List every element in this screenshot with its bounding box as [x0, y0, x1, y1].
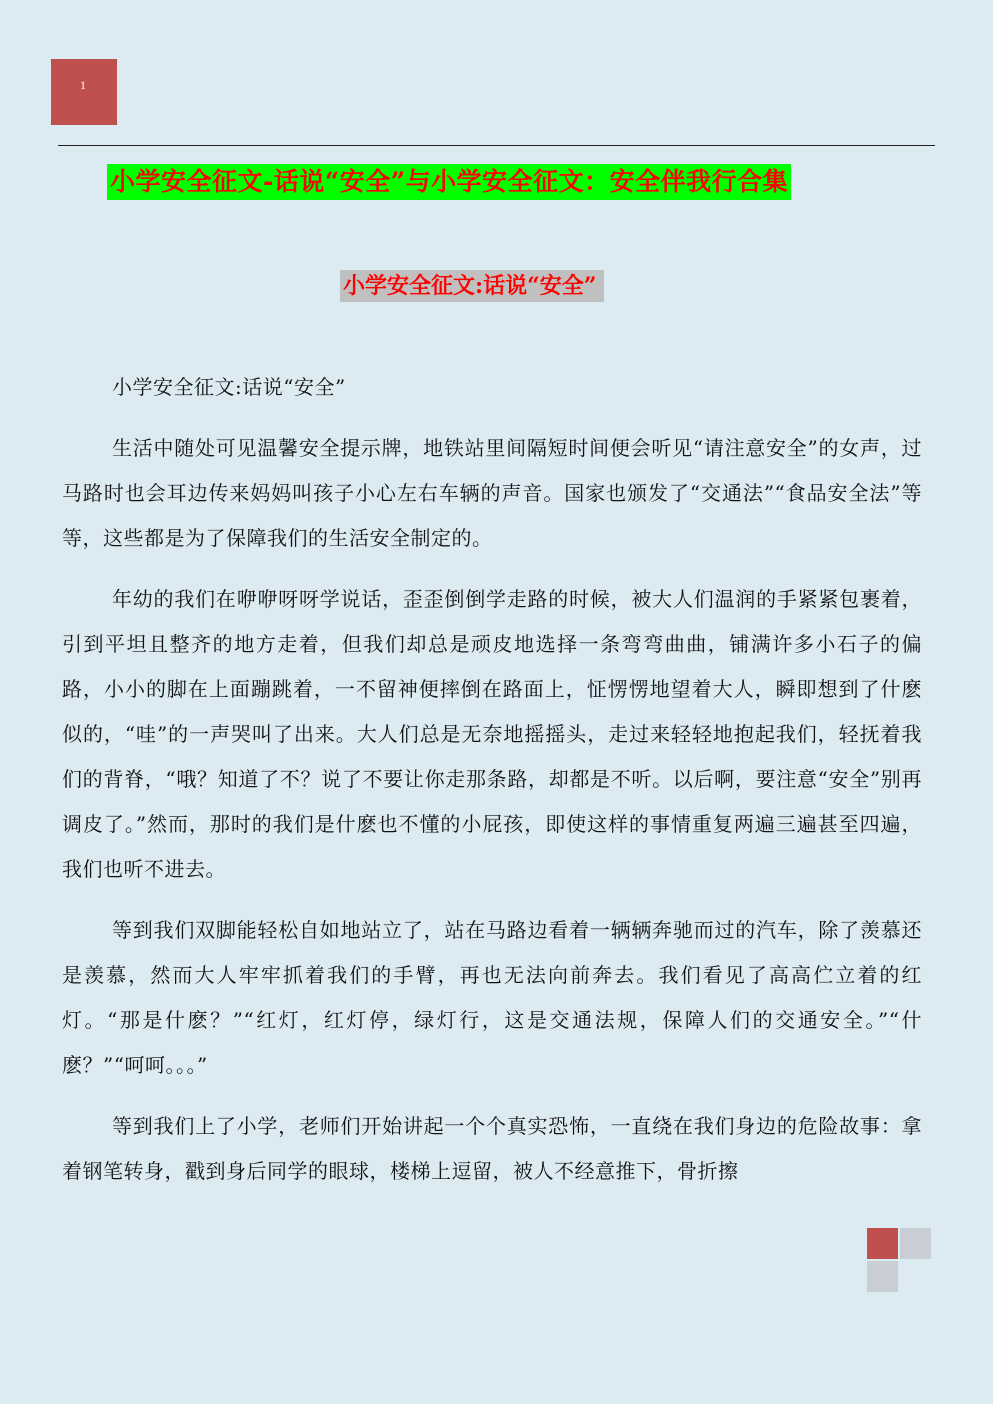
header-divider — [58, 145, 935, 146]
document-body — [62, 365, 922, 1210]
paragraph: 小学安全征文:话说“安全” — [112, 375, 346, 399]
paragraph: 年幼的我们在咿咿呀呀学说话，歪歪倒倒学走路的时候，被大人们温润的手紧紧包裹着，引到平坦且整齐的地方走着，但我们却总是顽皮地选择一条弯弯曲曲，铺满许多小石子的偏路，小小的脚在上面蹦跳着，一不留神便摔倒在路面上，怔愣愣地望着大人，瞬即想到了什麽似的，“哇”的一声哭叫了出来。大人们总是无奈地摇摇头，走过来轻轻地抱起我们，轻抚着我们的背脊，“哦？知道了不？说了不要让你走那条路，却都是不听。以后啊，要注意“安全”别再调皮了。”然而，那时的我们是什麽也不懂的小屁孩，即使这样的事情重复两遍三遍甚至四遍，我们也听不进去。 — [62, 587, 922, 881]
document-title: 小学安全征文-话说“安全”与小学安全征文：安全伴我行合集 — [107, 164, 791, 200]
paragraph: 等到我们双脚能轻松自如地站立了，站在马路边看着一辆辆奔驰而过的汽车，除了羡慕还是羡慕，然而大人牢牢抓着我们的手臂，再也无法向前奔去。我们看见了高高伫立着的红灯。“那是什麽？”“红灯，红灯停，绿灯行，这是交通法规，保障人们的交通安全。”“什麽？”“呵呵。。。” — [62, 918, 922, 1077]
page-number: 1 — [80, 78, 86, 92]
corner-decoration — [867, 1228, 933, 1294]
corner-square-gray — [900, 1228, 931, 1259]
paragraph: 等到我们上了小学，老师们开始讲起一个个真实恐怖，一直绕在我们身边的危险故事：拿着钢笔转身，戳到身后同学的眼球，楼梯上逗留，被人不经意推下，骨折擦 — [62, 1114, 922, 1183]
corner-square-gray — [867, 1261, 898, 1292]
section-heading: 小学安全征文:话说“安全” — [340, 270, 604, 302]
paragraph: 生活中随处可见温馨安全提示牌，地铁站里间隔短时间便会听见“请注意安全”的女声，过马路时也会耳边传来妈妈叫孩子小心左右车辆的声音。国家也颁发了“交通法”“食品安全法”等等，这些都是为了保障我们的生活安全制定的。 — [62, 436, 922, 550]
corner-square-red — [867, 1228, 898, 1259]
